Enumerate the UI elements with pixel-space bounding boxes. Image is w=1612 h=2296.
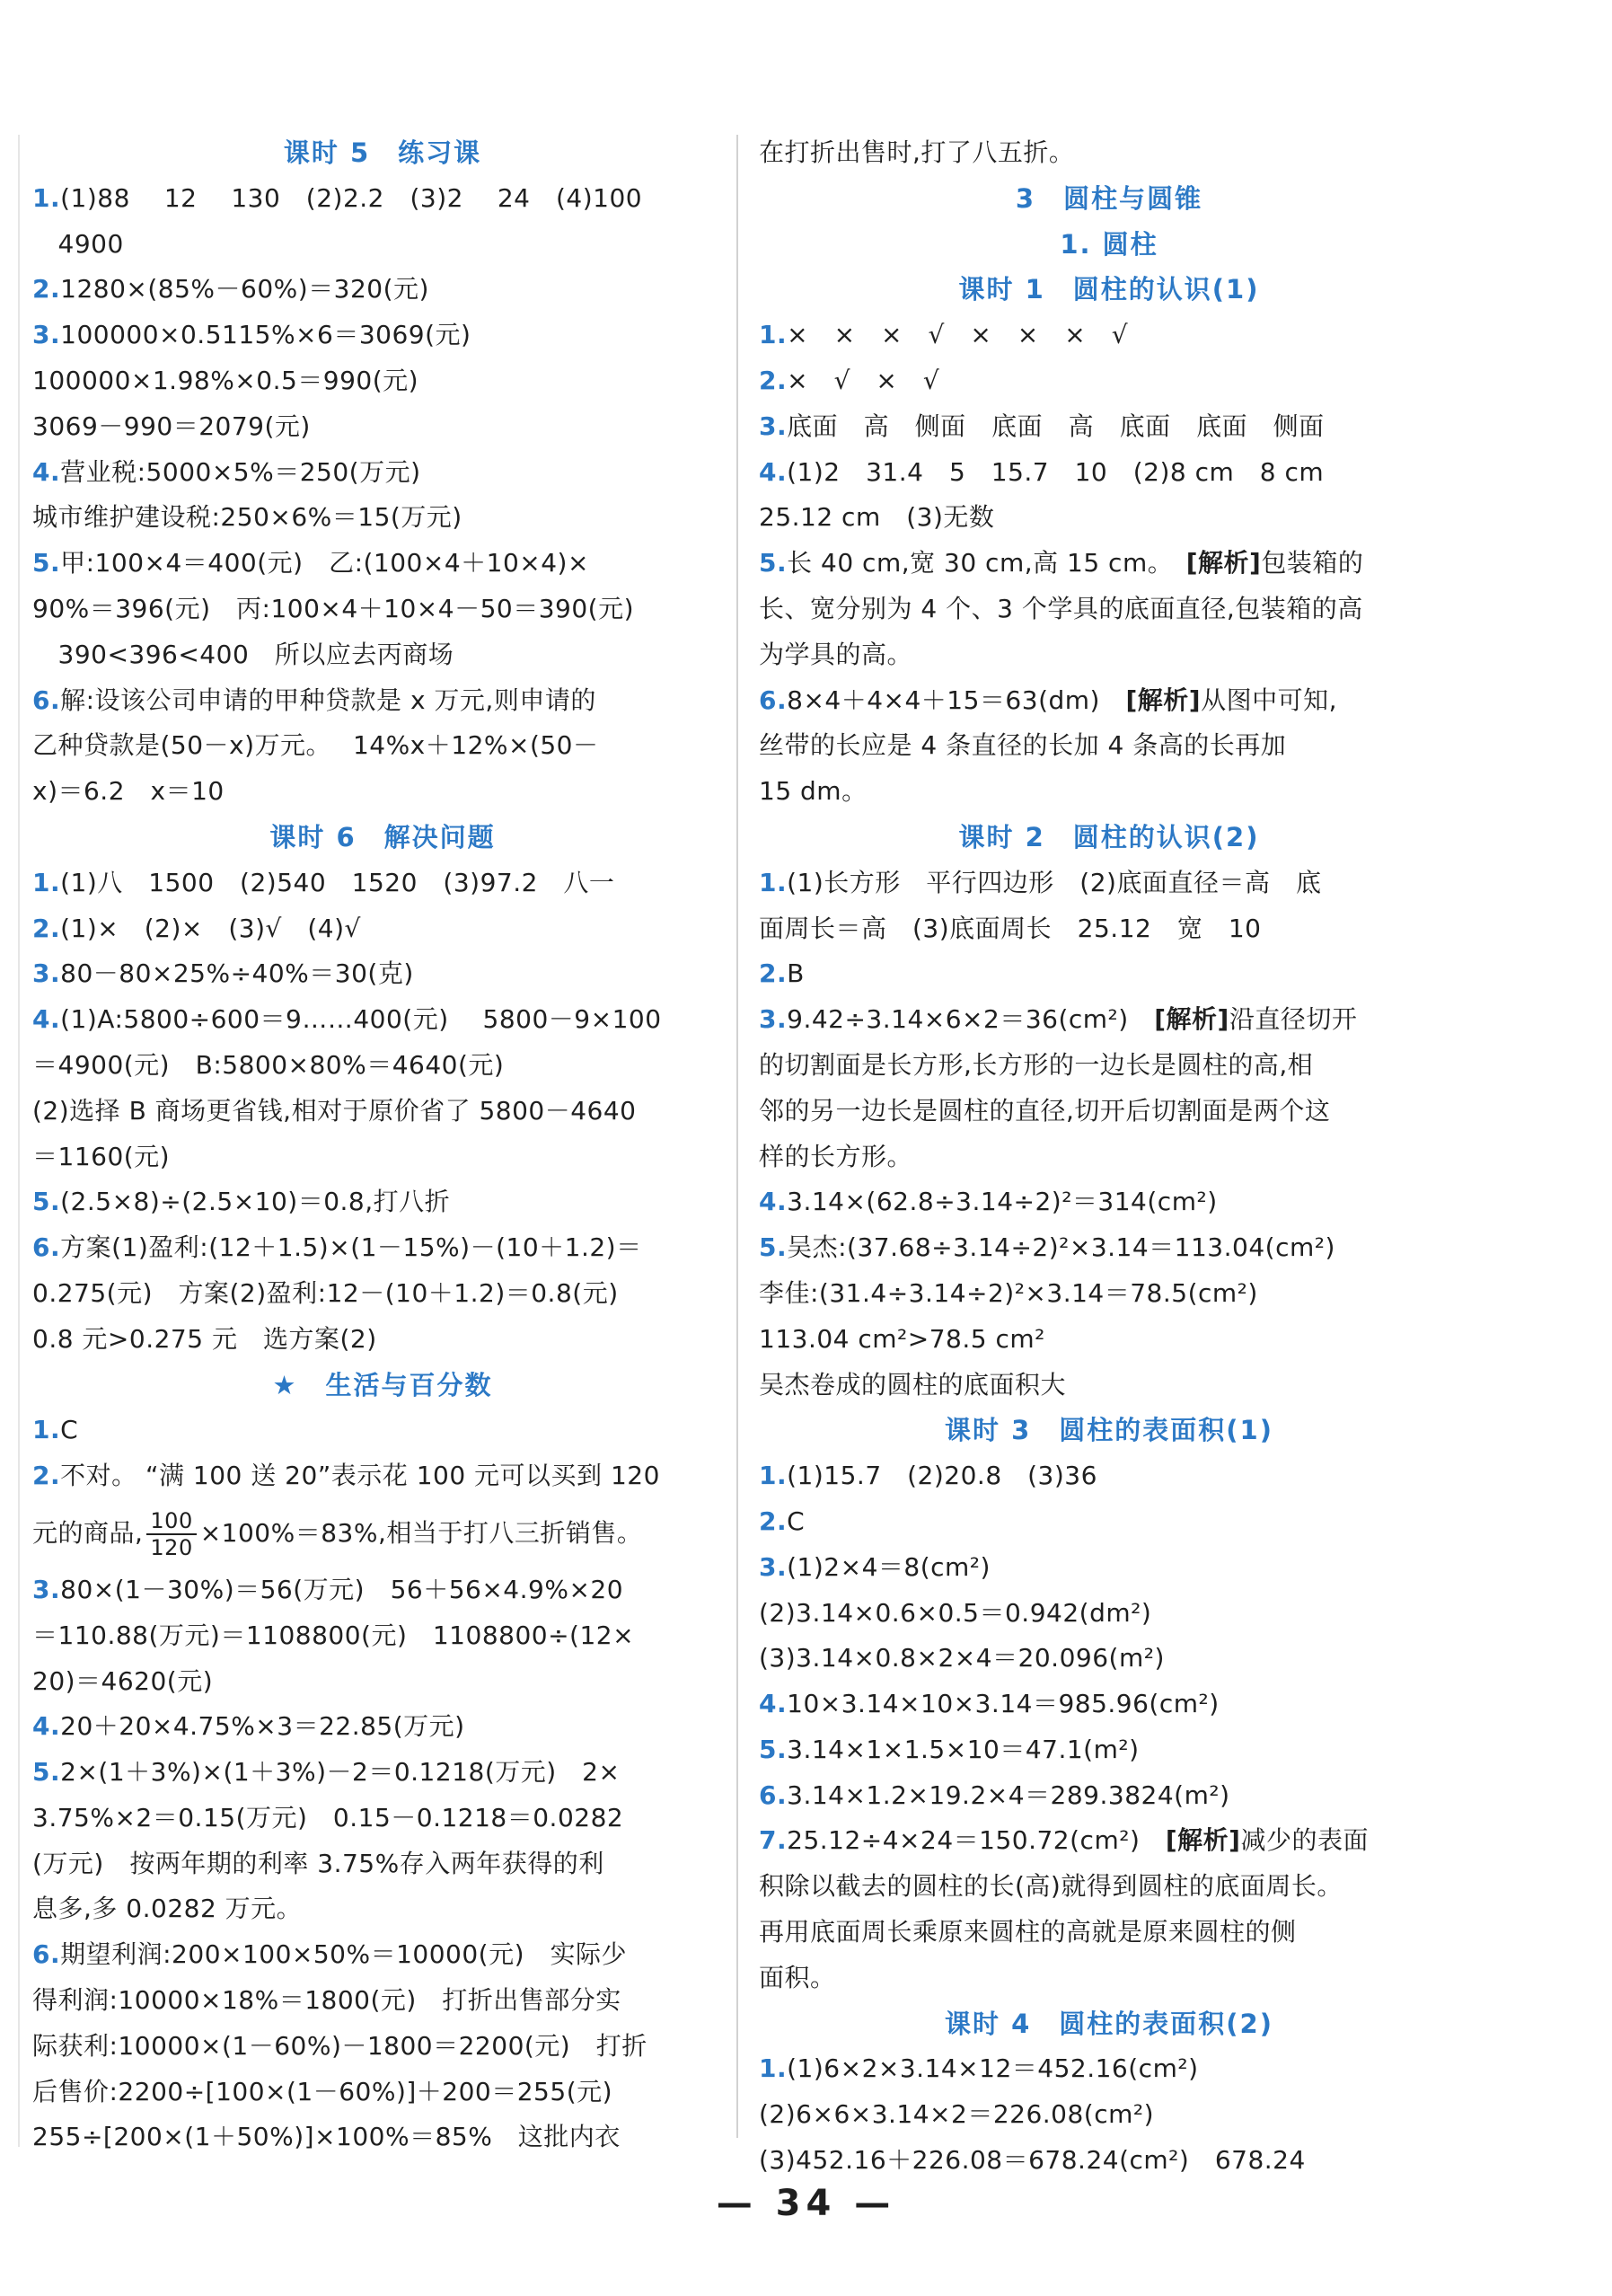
answer-line (759, 1818, 1459, 1864)
question-number: 1. (759, 1461, 788, 1491)
line-text: 面积。 (759, 1962, 836, 1992)
answer-line (759, 1499, 1459, 1545)
line-text: 90%＝396(元) 丙:100×4＋10×4－50＝390(元) (32, 593, 635, 623)
question-number: 1. (32, 182, 61, 213)
line-text: (1)长方形 平行四边形 (2)底面直径＝高 底 (787, 867, 1322, 897)
answer-line (32, 1886, 733, 1932)
question-number: 6. (32, 1939, 61, 1970)
line-text: (1)× (2)× (3)√ (4)√ (60, 913, 361, 943)
question-number: 4. (32, 1711, 61, 1742)
question-number: 6. (759, 1779, 788, 1810)
line-text: x)＝6.2 x＝10 (32, 776, 225, 807)
analysis-tag: [解析] (1125, 684, 1202, 715)
question-number: 2. (32, 274, 61, 305)
line-text: × √ × √ (787, 365, 940, 395)
analysis-tag: [解析] (1154, 1004, 1229, 1035)
answer-line (759, 1179, 1459, 1225)
line-text: (2.5×8)÷(2.5×10)＝0.8,打八折 (60, 1187, 451, 1217)
line-text: 3.14×1.2×19.2×4＝289.3824(m²) (787, 1779, 1230, 1810)
line-text: 8×4＋4×4＋15＝63(dm) (787, 684, 1126, 715)
answer-line (32, 723, 733, 769)
line-text: 期望利润:200×100×50%＝10000(元) 实际少 (60, 1939, 628, 1970)
line-text: (1)A:5800÷600＝9……400(元) 5800－9×100 (60, 1004, 662, 1035)
answer-line (32, 1567, 733, 1613)
question-number: 1. (32, 867, 61, 897)
line-text: 113.04 cm²>78.5 cm² (759, 1323, 1045, 1354)
line-text: 80－80×25%÷40%＝30(克) (60, 958, 414, 989)
answer-line (759, 769, 1459, 815)
line-text: 25.12÷4×24＝150.72(cm²) (787, 1825, 1166, 1856)
section-heading: 课时 3 圆柱的表面积(1) (945, 1415, 1273, 1446)
answer-line (32, 1613, 733, 1659)
line-text: (1)88 12 130 (2)2.2 (3)2 24 (4)100 (60, 182, 643, 213)
answer-line (32, 2070, 733, 2115)
line-text: C (60, 1415, 79, 1445)
answer-line (32, 951, 733, 997)
line-text: 减少的表面 (1240, 1825, 1369, 1856)
line-text: 25.12 cm (3)无数 (759, 502, 995, 533)
answer-line (32, 678, 733, 724)
answer-line (32, 1932, 733, 1978)
answer-line (759, 1956, 1459, 2001)
answer-line (32, 1043, 733, 1089)
answer-line (759, 541, 1459, 587)
line-text: 城市维护建设税:250×6%＝15(万元) (32, 502, 462, 533)
answer-line (32, 1841, 733, 1887)
line-text: 10×3.14×10×3.14＝985.96(cm²) (787, 1689, 1220, 1719)
section-heading: 课时 6 解决问题 (269, 821, 496, 852)
answer-line (759, 450, 1459, 496)
answer-line (759, 495, 1459, 541)
line-text: 长 40 cm,宽 30 cm,高 15 cm。 (787, 548, 1186, 578)
left-margin-rule (18, 135, 20, 2147)
answer-line (759, 632, 1459, 678)
line-text: ＝110.88(万元)＝1108800(元) 1108800÷(12× (32, 1620, 635, 1650)
answer-line (32, 541, 733, 587)
answer-line (759, 861, 1459, 906)
section-heading: 课时 4 圆柱的表面积(2) (945, 2008, 1273, 2039)
answer-line (759, 906, 1459, 952)
line-text: 3.75%×2＝0.15(万元) 0.15－0.1218＝0.0282 (32, 1802, 624, 1832)
answer-line (759, 2092, 1459, 2138)
answer-line (32, 1179, 733, 1225)
answer-line (32, 1225, 733, 1271)
answer-line (759, 678, 1459, 724)
question-number: 4. (32, 1004, 61, 1035)
line-text: 1280×(85%－60%)＝320(元) (60, 274, 429, 305)
answer-line (759, 1225, 1459, 1271)
answer-line (32, 861, 733, 906)
section-heading: 课时 1 圆柱的认识(1) (958, 274, 1260, 305)
answer-line (759, 358, 1459, 404)
answer-line (32, 1453, 733, 1499)
answer-line (32, 1317, 733, 1363)
question-number: 7. (759, 1825, 788, 1856)
line-text: 底面 高 侧面 底面 高 底面 底面 侧面 (787, 411, 1325, 441)
answer-line (759, 1271, 1459, 1317)
line-text: 吴杰卷成的圆柱的底面积大 (759, 1369, 1067, 1400)
column-divider (736, 135, 738, 2138)
line-text: 在打折出售时,打了八五折。 (759, 137, 1075, 167)
line-text: × × × √ × × × √ (787, 320, 1129, 350)
answer-line (32, 358, 733, 404)
question-number: 3. (759, 1551, 788, 1582)
answer-line (32, 2024, 733, 2070)
answer-line (32, 222, 733, 268)
line-text: 100000×0.5115%×6＝3069(元) (60, 320, 471, 350)
question-number: 6. (32, 684, 61, 715)
line-text: 积除以截去的圆柱的长(高)就得到圆柱的底面周长。 (759, 1871, 1343, 1902)
answer-line (759, 313, 1459, 358)
line-text: 长、宽分别为 4 个、3 个学具的底面直径,包装箱的高 (759, 593, 1363, 623)
answer-line (32, 1135, 733, 1180)
answer-line (759, 1135, 1459, 1180)
answer-line (759, 1545, 1459, 1591)
line-text: 2×(1＋3%)×(1＋3%)－2＝0.1218(万元) 2× (60, 1757, 621, 1788)
line-text: ×100%＝83%,相当于打八三折销售。 (199, 1517, 643, 1548)
answer-line (759, 1864, 1459, 1910)
fraction-numerator: 100 (146, 1508, 196, 1535)
answer-line (759, 1089, 1459, 1135)
question-number: 3. (32, 958, 61, 989)
answer-line (32, 176, 733, 222)
answer-line (759, 1636, 1459, 1682)
answer-line (32, 1089, 733, 1135)
answer-line (32, 2115, 733, 2160)
question-number: 4. (32, 456, 61, 487)
answer-line (32, 997, 733, 1043)
line-text: (万元) 按两年期的利率 3.75%存入两年获得的利 (32, 1848, 604, 1878)
answer-line (32, 632, 733, 678)
line-text: C (787, 1506, 806, 1536)
line-text: 元的商品, (32, 1517, 144, 1548)
line-text: (1)15.7 (2)20.8 (3)36 (787, 1461, 1097, 1491)
line-text: 得利润:10000×18%＝1800(元) 打折出售部分实 (32, 1985, 621, 2016)
question-number: 2. (759, 365, 788, 395)
question-number: 4. (759, 1689, 788, 1719)
line-text: 吴杰:(37.68÷3.14÷2)²×3.14＝113.04(cm²) (787, 1232, 1335, 1263)
line-text: 100000×1.98%×0.5＝990(元) (32, 365, 419, 395)
analysis-tag: [解析] (1185, 548, 1262, 578)
line-text: 的切割面是长方形,长方形的一边长是圆柱的高,相 (759, 1049, 1314, 1080)
line-text: 再用底面周长乘原来圆柱的高就是原来圆柱的侧 (759, 1917, 1297, 1947)
answer-line (32, 769, 733, 815)
answer-line (759, 951, 1459, 997)
answer-line (759, 1682, 1459, 1727)
answer-line (32, 1750, 733, 1796)
line-text: 20)＝4620(元) (32, 1665, 214, 1696)
line-text: 4900 (32, 228, 124, 259)
answer-line (759, 1773, 1459, 1819)
question-number: 2. (32, 913, 61, 943)
line-text: 15 dm。 (759, 776, 868, 807)
line-text: ＝4900(元) B:5800×80%＝4640(元) (32, 1049, 505, 1080)
line-text: (2)3.14×0.6×0.5＝0.942(dm²) (759, 1597, 1152, 1628)
question-number: 4. (759, 456, 788, 487)
question-number: 3. (759, 411, 788, 441)
question-number: 3. (32, 320, 61, 350)
answer-line (32, 1271, 733, 1317)
section-heading: 3 圆柱与圆锥 (1015, 182, 1203, 214)
line-text: 255÷[200×(1＋50%)]×100%＝85% 这批内衣 (32, 2122, 621, 2152)
fraction (146, 1508, 196, 1560)
answer-line (759, 587, 1459, 632)
answer-line (759, 1910, 1459, 1956)
answer-line (32, 906, 733, 952)
answer-line (32, 267, 733, 313)
line-text: 沿直径切开 (1229, 1004, 1358, 1035)
answer-line (759, 404, 1459, 450)
line-text: (1)6×2×3.14×12＝452.16(cm²) (787, 2053, 1199, 2084)
answer-line (759, 1043, 1459, 1089)
question-number: 3. (759, 1004, 788, 1035)
left-column (32, 130, 733, 2160)
question-number: 1. (759, 320, 788, 350)
answer-line (759, 1363, 1459, 1409)
answer-line (32, 1796, 733, 1841)
question-number: 5. (32, 1757, 61, 1788)
line-text: 甲:100×4＝400(元) 乙:(100×4＋10×4)× (60, 548, 589, 578)
question-number: 2. (759, 1506, 788, 1536)
answer-line (759, 723, 1459, 769)
line-text: 邻的另一边长是圆柱的直径,切开后切割面是两个这 (759, 1095, 1331, 1126)
question-number: 5. (759, 1232, 788, 1263)
answer-line (32, 495, 733, 541)
line-text: 包装箱的 (1261, 548, 1364, 578)
question-number: 2. (759, 958, 788, 989)
answer-line (759, 2046, 1459, 2092)
line-text: 80×(1－30%)＝56(万元) 56＋56×4.9%×20 (60, 1574, 624, 1604)
line-text: 样的长方形。 (759, 1141, 913, 1171)
line-text: 营业税:5000×5%＝250(万元) (60, 456, 421, 487)
answer-line (32, 587, 733, 632)
line-text: 乙种贷款是(50－x)万元。 14%x＋12%×(50－ (32, 730, 599, 761)
line-text: 20＋20×4.75%×3＝22.85(万元) (60, 1711, 465, 1742)
question-number: 3. (32, 1574, 61, 1604)
answer-line-fraction (32, 1499, 733, 1567)
line-text: 解:设该公司申请的甲种贷款是 x 万元,则申请的 (60, 684, 596, 715)
line-text: 方案(1)盈利:(12＋1.5)×(1－15%)－(10＋1.2)＝ (60, 1232, 642, 1263)
question-number: 5. (759, 1734, 788, 1764)
answer-line (32, 1659, 733, 1705)
answer-line (32, 1978, 733, 2024)
answer-line (759, 1453, 1459, 1499)
answer-line (32, 1704, 733, 1750)
line-text: 面周长＝高 (3)底面周长 25.12 宽 10 (759, 913, 1262, 943)
question-number: 6. (759, 684, 788, 715)
question-number: 5. (759, 548, 788, 578)
answer-line (759, 1591, 1459, 1637)
line-text: 李佳:(31.4÷3.14÷2)²×3.14＝78.5(cm²) (759, 1277, 1258, 1308)
question-number: 5. (32, 548, 61, 578)
answer-line (32, 313, 733, 358)
line-text: 息多,多 0.0282 万元。 (32, 1894, 303, 1924)
answer-line (759, 2138, 1459, 2184)
line-text: 3.14×(62.8÷3.14÷2)²＝314(cm²) (787, 1187, 1218, 1217)
line-text: ＝1160(元) (32, 1141, 171, 1171)
line-text: (1)八 1500 (2)540 1520 (3)97.2 八一 (60, 867, 615, 897)
line-text: 390<396<400 所以应去丙商场 (32, 639, 454, 669)
line-text: 0.8 元>0.275 元 选方案(2) (32, 1323, 377, 1354)
line-text: 3.14×1×1.5×10＝47.1(m²) (787, 1734, 1140, 1764)
line-text: 从图中可知, (1201, 684, 1337, 715)
line-text: 0.275(元) 方案(2)盈利:12－(10＋1.2)＝0.8(元) (32, 1277, 619, 1308)
answer-line (759, 1727, 1459, 1773)
answer-line (759, 130, 1459, 176)
line-text: B (787, 958, 805, 989)
fraction-denominator: 120 (150, 1534, 193, 1560)
answer-line (32, 1408, 733, 1453)
question-number: 2. (32, 1461, 61, 1491)
right-column (759, 130, 1459, 2184)
answer-line (32, 404, 733, 450)
line-text: 际获利:10000×(1－60%)－1800＝2200(元) 打折 (32, 2030, 647, 2061)
line-text: (3)3.14×0.8×2×4＝20.096(m²) (759, 1643, 1165, 1673)
page-number: — 34 — (716, 2183, 896, 2224)
question-number: 1. (759, 2053, 788, 2084)
answer-line (759, 1317, 1459, 1363)
section-heading: 1. 圆柱 (1060, 228, 1158, 260)
line-text: (2)6×6×3.14×2＝226.08(cm²) (759, 2099, 1155, 2130)
line-text: 不对。 “满 100 送 20”表示花 100 元可以买到 120 (60, 1461, 660, 1491)
line-text: (1)2×4＝8(cm²) (787, 1551, 991, 1582)
question-number: 4. (759, 1187, 788, 1217)
answer-line (759, 997, 1459, 1043)
section-heading: 课时 5 练习课 (283, 137, 482, 168)
line-text: 丝带的长应是 4 条直径的长加 4 条高的长再加 (759, 730, 1287, 761)
line-text: 9.42÷3.14×6×2＝36(cm²) (787, 1004, 1155, 1035)
line-text: 3069－990＝2079(元) (32, 411, 311, 441)
line-text: (3)452.16＋226.08＝678.24(cm²) 678.24 (759, 2145, 1306, 2176)
question-number: 6. (32, 1232, 61, 1263)
line-text: 后售价:2200÷[100×(1－60%)]＋200＝255(元) (32, 2076, 613, 2106)
section-heading: ★ 生活与百分数 (272, 1369, 493, 1400)
answer-line (32, 450, 733, 496)
line-text: (1)2 31.4 5 15.7 10 (2)8 cm 8 cm (787, 456, 1325, 487)
question-number: 5. (32, 1187, 61, 1217)
line-text: (2)选择 B 商场更省钱,相对于原价省了 5800－4640 (32, 1095, 637, 1126)
section-heading: 课时 2 圆柱的认识(2) (958, 821, 1260, 852)
question-number: 1. (759, 867, 788, 897)
analysis-tag: [解析] (1165, 1825, 1241, 1856)
question-number: 1. (32, 1415, 61, 1445)
line-text: 为学具的高。 (759, 639, 913, 669)
